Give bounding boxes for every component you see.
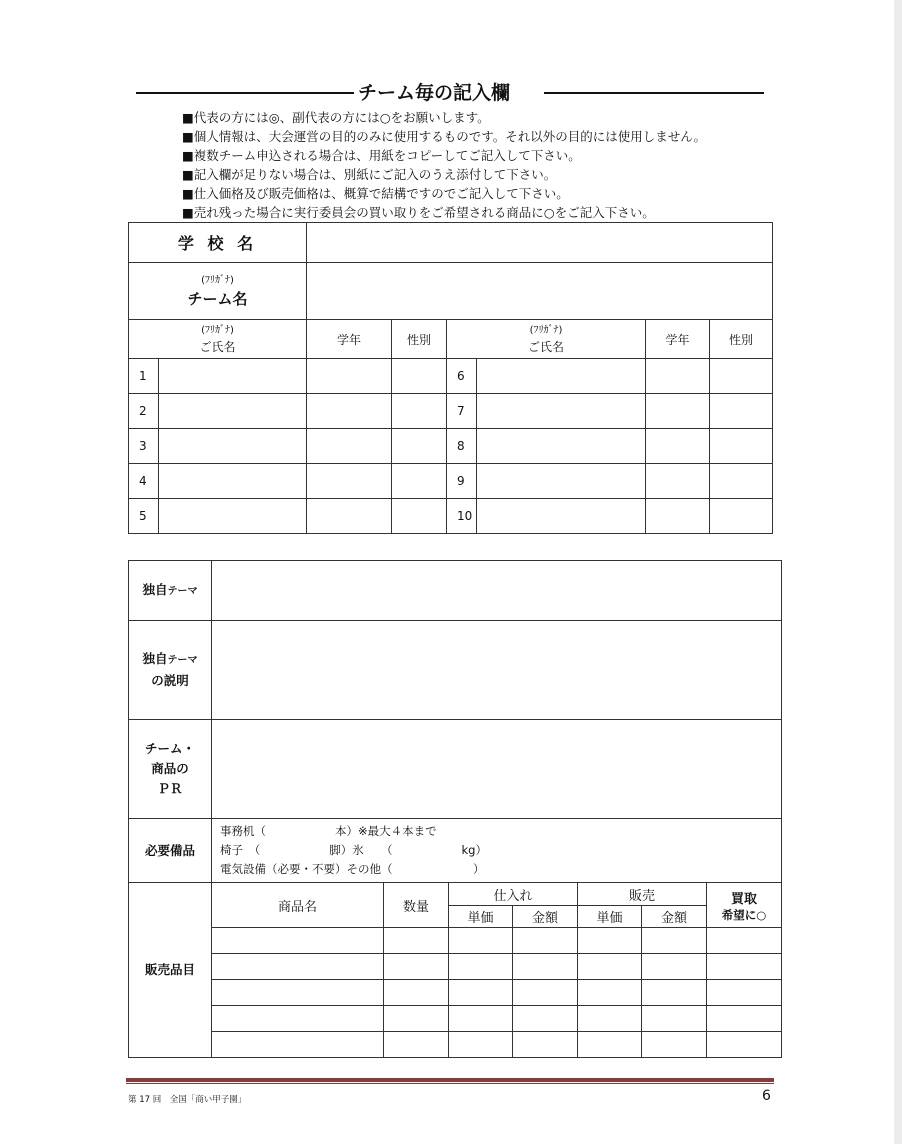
- goods-cell[interactable]: [642, 1006, 707, 1032]
- goods-cell[interactable]: [513, 954, 578, 980]
- member-grade-field[interactable]: [646, 394, 710, 429]
- instruction-item: ■複数チーム申込される場合は、用紙をコピーしてご記入して下さい。: [182, 148, 581, 163]
- member-name-field[interactable]: [477, 394, 646, 429]
- name-label-right: ご氏名: [527, 339, 564, 354]
- row-number: 10: [447, 499, 477, 534]
- theme-description-field[interactable]: [212, 621, 782, 720]
- name-furigana-right: (ﾌﾘｶﾞﾅ): [529, 324, 563, 336]
- pr-line-1: チーム・: [144, 741, 195, 756]
- member-grade-field[interactable]: [307, 499, 392, 534]
- member-row: [129, 464, 773, 499]
- goods-cell[interactable]: [212, 954, 384, 980]
- quantity-header: 数量: [384, 883, 449, 928]
- original-theme-field[interactable]: [212, 561, 782, 621]
- buyback-line-1: 買取: [731, 891, 758, 907]
- goods-cell[interactable]: [212, 1006, 384, 1032]
- team-pr-field[interactable]: [212, 720, 782, 819]
- row-number: 3: [129, 429, 159, 464]
- member-gender-field[interactable]: [392, 464, 447, 499]
- goods-cell[interactable]: [449, 954, 513, 980]
- goods-row: [129, 928, 782, 954]
- theme-description-label: [129, 621, 212, 720]
- goods-cell[interactable]: [578, 954, 642, 980]
- goods-cell[interactable]: [449, 928, 513, 954]
- member-grade-field[interactable]: [646, 359, 710, 394]
- goods-cell[interactable]: [513, 928, 578, 954]
- goods-cell[interactable]: [707, 980, 782, 1006]
- member-gender-field[interactable]: [392, 359, 447, 394]
- member-name-field[interactable]: [477, 499, 646, 534]
- goods-cell[interactable]: [212, 980, 384, 1006]
- member-grade-field[interactable]: [307, 359, 392, 394]
- instruction-item: ■代表の方には◎、副代表の方には○をお願いします。: [182, 110, 490, 125]
- goods-cell[interactable]: [449, 1006, 513, 1032]
- row-number: 9: [447, 464, 477, 499]
- member-gender-field[interactable]: [392, 394, 447, 429]
- member-grade-field[interactable]: [307, 394, 392, 429]
- goods-cell[interactable]: [513, 1006, 578, 1032]
- row-number: 5: [129, 499, 159, 534]
- goods-cell[interactable]: [642, 980, 707, 1006]
- row-number: 6: [447, 359, 477, 394]
- footer-rule-thin: [126, 1083, 774, 1084]
- goods-cell[interactable]: [707, 1032, 782, 1058]
- purchase-unit-price-header: 単価: [449, 906, 513, 928]
- equip-desk: 事務机（ 本）※最大４本まで: [220, 824, 437, 838]
- pr-line-3: ＰＲ: [157, 781, 183, 796]
- grade-header-right: 学年: [646, 320, 710, 359]
- member-gender-field[interactable]: [710, 429, 773, 464]
- member-grade-field[interactable]: [307, 464, 392, 499]
- theme-goods-table: [128, 560, 782, 1058]
- member-row: [129, 359, 773, 394]
- member-gender-field[interactable]: [710, 394, 773, 429]
- goods-cell[interactable]: [513, 1032, 578, 1058]
- instruction-item: ■個人情報は、大会運営の目的のみに使用するものです。それ以外の目的には使用しません。: [182, 129, 707, 144]
- goods-cell[interactable]: [384, 1032, 449, 1058]
- footer-rule-thick: [126, 1078, 774, 1082]
- original-theme-label: [129, 561, 212, 621]
- equipment-label: 必要備品: [129, 819, 212, 883]
- grade-header-left: 学年: [307, 320, 392, 359]
- member-name-field[interactable]: [477, 359, 646, 394]
- row-number: 1: [129, 359, 159, 394]
- goods-cell[interactable]: [642, 954, 707, 980]
- gender-header-right: 性別: [710, 320, 773, 359]
- instruction-item: ■売れ残った場合に実行委員会の買い取りをご希望される商品に○をご記入下さい。: [182, 205, 655, 220]
- goods-cell[interactable]: [707, 928, 782, 954]
- member-row: [129, 499, 773, 534]
- goods-row: [129, 980, 782, 1006]
- member-grade-field[interactable]: [646, 464, 710, 499]
- team-furigana: (ﾌﾘｶﾞﾅ): [201, 274, 234, 286]
- goods-cell[interactable]: [707, 954, 782, 980]
- team-name-label: [129, 263, 307, 320]
- goods-cell[interactable]: [578, 1032, 642, 1058]
- page-edge: [894, 0, 902, 1144]
- title-right-rule: [544, 92, 764, 94]
- equipment-field[interactable]: [212, 819, 782, 883]
- member-row: [129, 429, 773, 464]
- member-gender-field[interactable]: [710, 464, 773, 499]
- goods-row: [129, 954, 782, 980]
- goods-cell[interactable]: [449, 1032, 513, 1058]
- gender-header-left: 性別: [392, 320, 447, 359]
- theme-desc-c: の説明: [151, 673, 189, 688]
- goods-cell[interactable]: [642, 1032, 707, 1058]
- goods-cell[interactable]: [578, 928, 642, 954]
- goods-cell[interactable]: [449, 980, 513, 1006]
- section-title-text: チーム毎の記入欄: [358, 82, 511, 104]
- member-name-field[interactable]: [159, 464, 307, 499]
- goods-cell[interactable]: [642, 928, 707, 954]
- member-grade-field[interactable]: [307, 429, 392, 464]
- page-number: 6: [762, 1088, 771, 1104]
- theme-desc-a: 独自: [142, 651, 168, 666]
- goods-row: [129, 1032, 782, 1058]
- goods-label: 販売品目: [129, 883, 212, 1058]
- sales-amount-header: 金額: [642, 906, 707, 928]
- goods-row: [129, 1006, 782, 1032]
- goods-cell[interactable]: [384, 1006, 449, 1032]
- member-gender-field[interactable]: [710, 499, 773, 534]
- school-name-label: 学 校 名: [129, 223, 307, 263]
- goods-cell[interactable]: [384, 954, 449, 980]
- buyback-line-2: 希望に○: [721, 907, 767, 922]
- name-label-left: ご氏名: [199, 339, 236, 354]
- member-grade-field[interactable]: [646, 429, 710, 464]
- theme-desc-b: テーマ: [167, 655, 198, 666]
- member-name-field[interactable]: [159, 394, 307, 429]
- member-gender-field[interactable]: [392, 429, 447, 464]
- member-gender-field[interactable]: [392, 499, 447, 534]
- goods-cell[interactable]: [578, 980, 642, 1006]
- instructions: [182, 108, 706, 222]
- product-name-header: 商品名: [212, 883, 384, 928]
- goods-cell[interactable]: [578, 1006, 642, 1032]
- member-name-field[interactable]: [159, 429, 307, 464]
- member-name-field[interactable]: [159, 359, 307, 394]
- title-left-rule: [136, 92, 354, 94]
- sales-header: 販売: [578, 883, 707, 906]
- goods-cell[interactable]: [212, 928, 384, 954]
- sales-unit-price-header: 単価: [578, 906, 642, 928]
- name-furigana-left: (ﾌﾘｶﾞﾅ): [201, 324, 234, 336]
- section-title: [136, 78, 764, 104]
- goods-cell[interactable]: [513, 980, 578, 1006]
- footer-event-name: 第 17 回 全国「商い甲子園」: [128, 1095, 247, 1105]
- goods-cell[interactable]: [212, 1032, 384, 1058]
- purchase-header: 仕入れ: [449, 883, 578, 906]
- member-name-field[interactable]: [477, 464, 646, 499]
- name-header-right: [447, 320, 646, 359]
- member-name-field[interactable]: [477, 429, 646, 464]
- member-row: [129, 394, 773, 429]
- member-name-field[interactable]: [159, 499, 307, 534]
- equip-chair-ice: 椅子 （ 脚）氷 （ kg）: [220, 843, 487, 857]
- goods-cell[interactable]: [384, 980, 449, 1006]
- equip-electric: 電気設備（必要・不要）その他（ ）: [220, 862, 485, 876]
- row-number: 2: [129, 394, 159, 429]
- team-name-field[interactable]: [307, 263, 773, 320]
- school-name-field[interactable]: [307, 223, 773, 263]
- original-theme-label-b: テーマ: [167, 585, 198, 597]
- row-number: 8: [447, 429, 477, 464]
- row-number: 4: [129, 464, 159, 499]
- members-table: [128, 222, 773, 534]
- member-grade-field[interactable]: [646, 499, 710, 534]
- row-number: 7: [447, 394, 477, 429]
- instruction-item: ■記入欄が足りない場合は、別紙にご記入のうえ添付して下さい。: [182, 167, 557, 182]
- member-gender-field[interactable]: [710, 359, 773, 394]
- pr-line-2: 商品の: [151, 761, 189, 776]
- team-pr-label: [129, 720, 212, 819]
- purchase-amount-header: 金額: [513, 906, 578, 928]
- instruction-item: ■仕入価格及び販売価格は、概算で結構ですのでご記入して下さい。: [182, 186, 569, 201]
- team-label: チーム名: [187, 289, 248, 308]
- buyback-header: [707, 883, 782, 928]
- goods-cell[interactable]: [707, 1006, 782, 1032]
- original-theme-label-a: 独自: [142, 581, 168, 597]
- name-header-left: [129, 320, 307, 359]
- goods-cell[interactable]: [384, 928, 449, 954]
